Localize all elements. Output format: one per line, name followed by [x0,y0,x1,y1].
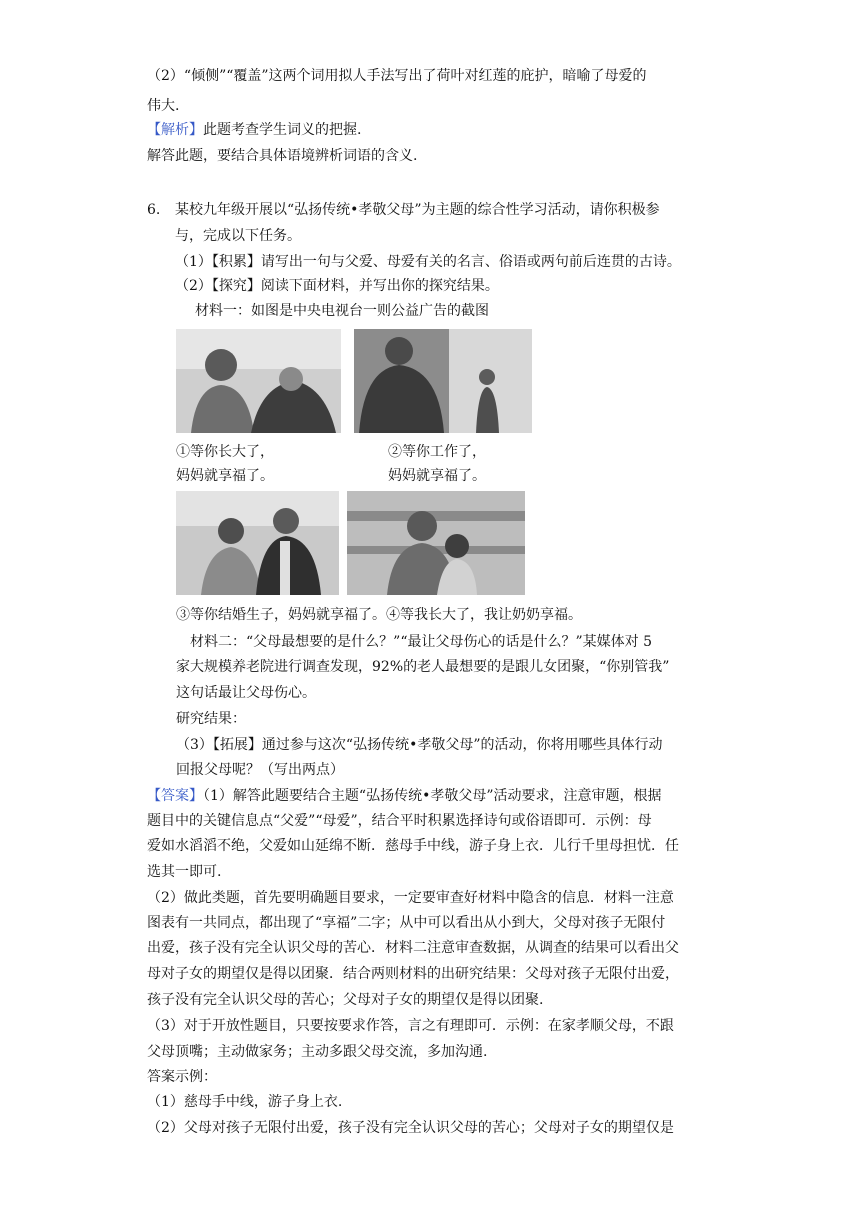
answer-2-text-2: 图表有一共同点，都出现了“享福”二字；从中可以看出从小到大，父母对孩子无限付 [147,915,666,931]
answer-1-text-1: （1）解答此题要结合主题“弘扬传统•孝敬父母”活动要求，注意审题，根据 [203,788,662,804]
answer-2-text-3: 出爱，孩子没有完全认识父母的苦心．材料二注意审查数据，从调查的结果可以看出父 [147,940,679,956]
material-1-title: 材料一：如图是中央电视台一则公益广告的截图 [195,303,489,319]
material-2-line-1: 材料二：“父母最想要的是什么？”“最让父母伤心的话是什么？”某媒体对 5 [190,634,652,650]
answer-line-1 [147,784,661,808]
caption-2-line-1: ②等你工作了， [388,444,486,460]
task-3-line-2: 回报父母呢？（写出两点） [176,762,344,778]
caption-1-line-2: 妈妈就享福了。 [176,468,274,484]
question-stem-1: 某校九年级开展以“弘扬传统•孝敬父母”为主题的综合性学习活动，请你积极参 [175,202,660,218]
material-2-line-2: 家大规模养老院进行调查发现，92%的老人最想要的是跟儿女团聚，“你别管我” [176,659,670,675]
task-3-line-1: （3）【拓展】通过参与这次“弘扬传统•孝敬父母”的活动，你将用哪些具体行动 [176,737,663,753]
task-2: （2）【探究】阅读下面材料，并写出你的探究结果。 [175,278,499,294]
result-label: 研究结果： [176,711,246,727]
answer-3-text-2: 父母顶嘴；主动做家务；主动多跟父母交流，多加沟通. [147,1044,488,1060]
answer-1-text-4: 选其一即可. [147,864,222,880]
answer-2-text-1: （2）做此类题，首先要明确题目要求，一定要审查好材料中隐含的信息．材料一注意 [147,890,674,906]
answer-tag: 【答案】 [147,788,203,804]
prev-answer-line-1: （2）“倾侧”“覆盖”这两个词用拟人手法写出了荷叶对红莲的庇护，暗喻了母爱的 [147,68,647,84]
analysis-text: 此题考查学生词义的把握. [203,122,362,138]
caption-2-line-2: 妈妈就享福了。 [388,468,486,484]
prev-analysis-line-2: 解答此题，要结合具体语境辨析词语的含义. [147,148,418,164]
caption-1-line-1: ①等你长大了， [176,444,274,460]
ad-photo-1 [176,329,341,433]
question-number: 6. [147,202,161,218]
example-label: 答案示例： [147,1069,217,1085]
answer-3-text-1: （3）对于开放性题目，只要按要求作答，言之有理即可．示例：在家孝顺父母，不跟 [147,1018,674,1034]
ad-photo-2 [354,329,532,433]
ad-photo-3 [176,491,339,595]
analysis-tag: 【解析】 [147,122,203,138]
task-1: （1）【积累】请写出一句与父爱、母爱有关的名言、俗语或两句前后连贯的古诗。 [175,254,681,270]
answer-2-text-4: 母对子女的期望仅是得以团聚．结合两则材料的出研究结果：父母对孩子无限付出爱， [147,966,679,982]
example-2: （2）父母对孩子无限付出爱，孩子没有完全认识父母的苦心；父母对子女的期望仅是 [147,1120,674,1136]
material-2-line-3: 这句话最让父母伤心。 [176,685,316,701]
example-1: （1）慈母手中线，游子身上衣. [147,1094,343,1110]
prev-answer-line-2: 伟大. [147,98,180,114]
question-stem-2: 与，完成以下任务。 [175,228,301,244]
answer-2-text-5: 孩子没有完全认识父母的苦心；父母对子女的期望仅是得以团聚. [147,992,544,1008]
answer-1-text-3: 爱如水滔滔不绝，父爱如山延绵不断．慈母手中线，游子身上衣．儿行千里母担忧．任 [147,838,679,854]
caption-3-4: ③等你结婚生子，妈妈就享福了。④等我长大了，我让奶奶享福。 [176,607,582,623]
prev-analysis-line [147,118,361,142]
ad-photo-4 [347,491,525,595]
answer-1-text-2: 题目中的关键信息点“父爱”“母爱”，结合平时积累选择诗句或俗语即可．示例：母 [147,813,652,829]
